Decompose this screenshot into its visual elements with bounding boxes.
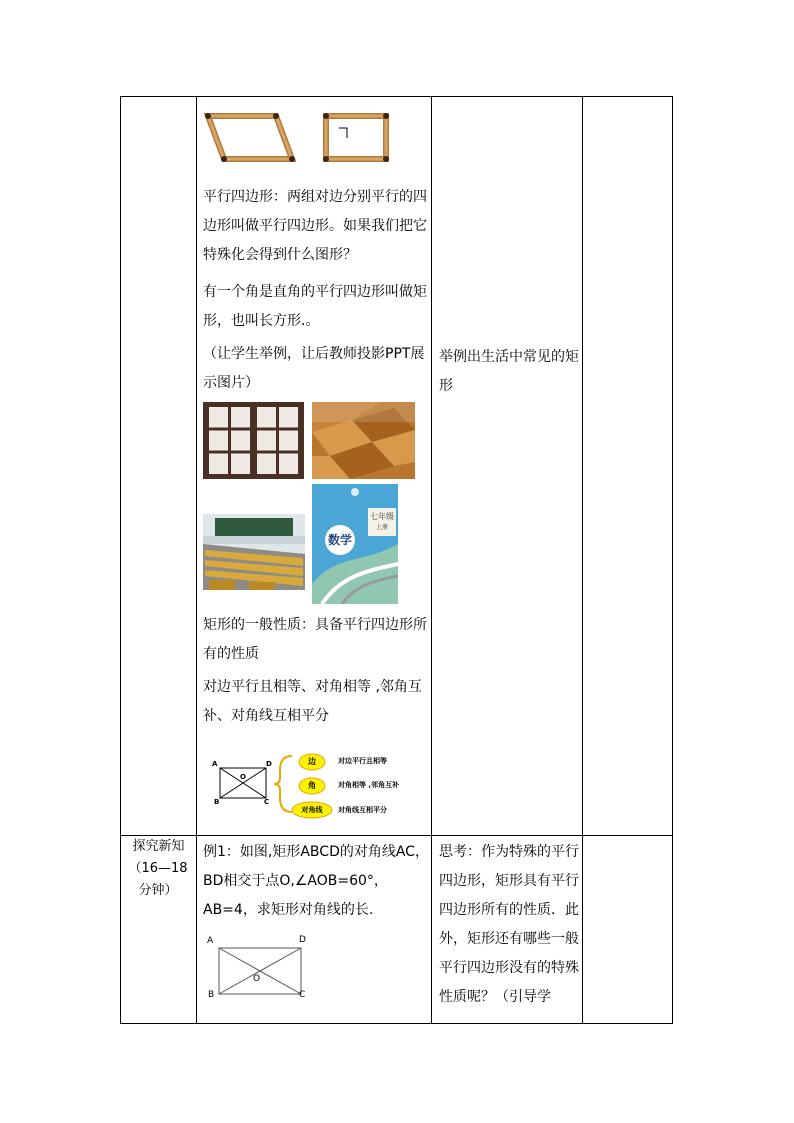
diagram-vertex-c: C (264, 798, 270, 806)
textbook-grade: 七年级 (370, 512, 394, 521)
tag-angle-text: 对角相等 ,邻角互补 (338, 781, 400, 789)
example-1-problem: 例1：如图,矩形ABCD的对角线AC，BD相交于点O,∠AOB=60°，AB=4，求矩形对角线的长. (203, 844, 429, 918)
rectangle-property-list: 对边平行且相等、对角相等 ,邻角互补、对角线互相平分 (203, 679, 422, 724)
textbook-volume: 上册 (375, 524, 388, 531)
thinking-prompt: 思考：作为特殊的平行四边形，矩形具有平行四边形所有的性质．此外，矩形还有哪些一般平行四边形没有的特殊性质呢？（引导学 (439, 844, 579, 1005)
tag-diagonal-text: 对角线互相平分 (338, 806, 387, 814)
example-vertex-a: A (207, 936, 214, 946)
tag-diagonal-label: 对角线 (301, 806, 323, 814)
table-border-right (672, 96, 673, 1024)
diagram-vertex-d: D (266, 760, 272, 768)
stick-figures (202, 106, 396, 168)
table-border-top (120, 96, 673, 97)
diagram-vertex-a: A (212, 760, 218, 768)
teacher-note: （让学生举例，让后教师投影PPT展示图片） (203, 346, 425, 391)
property-diagram (210, 748, 424, 820)
parallelogram-frame-figure (205, 113, 295, 162)
example-vertex-c: C (299, 990, 306, 1000)
table-col-divider-3 (582, 96, 583, 1024)
diagram-vertex-b: B (214, 798, 220, 806)
tag-edge-text: 对边平行且相等 (338, 757, 387, 765)
rectangle-definition: 有一个角是直角的平行四边形叫做矩形，也叫长方形.。 (203, 284, 427, 329)
parallelogram-definition: 平行四边形：两组对边分别平行的四边形叫做平行四边形。如果我们把它特殊化会得到什么图形？ (203, 189, 427, 263)
rectangle-general-property: 矩形的一般性质：具备平行四边形所有的性质 (203, 617, 427, 662)
example-vertex-o: O (253, 974, 261, 984)
math-textbook-cover (312, 484, 398, 604)
example-rectangles-note: 举例出生活中常见的矩形 (439, 349, 579, 394)
example-vertex-d: D (299, 935, 306, 945)
tag-edge-label: 边 (308, 757, 316, 766)
rectangle-frame-figure (323, 113, 389, 162)
tag-angle-label: 角 (308, 781, 316, 790)
stage-cell (122, 836, 195, 902)
example-vertex-b: B (208, 990, 215, 1000)
stage-title: 探究新知 (132, 839, 185, 854)
classroom-photo (203, 514, 305, 590)
example-rectangle-diagram (205, 934, 315, 1004)
table-col-divider-1 (196, 96, 197, 1024)
table-col-divider-2 (431, 96, 432, 1024)
parquet-floor-photo (312, 402, 415, 479)
textbook-title: 数学 (327, 533, 352, 547)
diagram-vertex-o: O (240, 773, 246, 781)
window-photo (203, 402, 304, 479)
table-border-bottom (120, 1023, 673, 1024)
stage-time: （16—18分钟） (128, 861, 188, 898)
table-row-divider (120, 835, 673, 836)
table-border-left (120, 96, 121, 1024)
